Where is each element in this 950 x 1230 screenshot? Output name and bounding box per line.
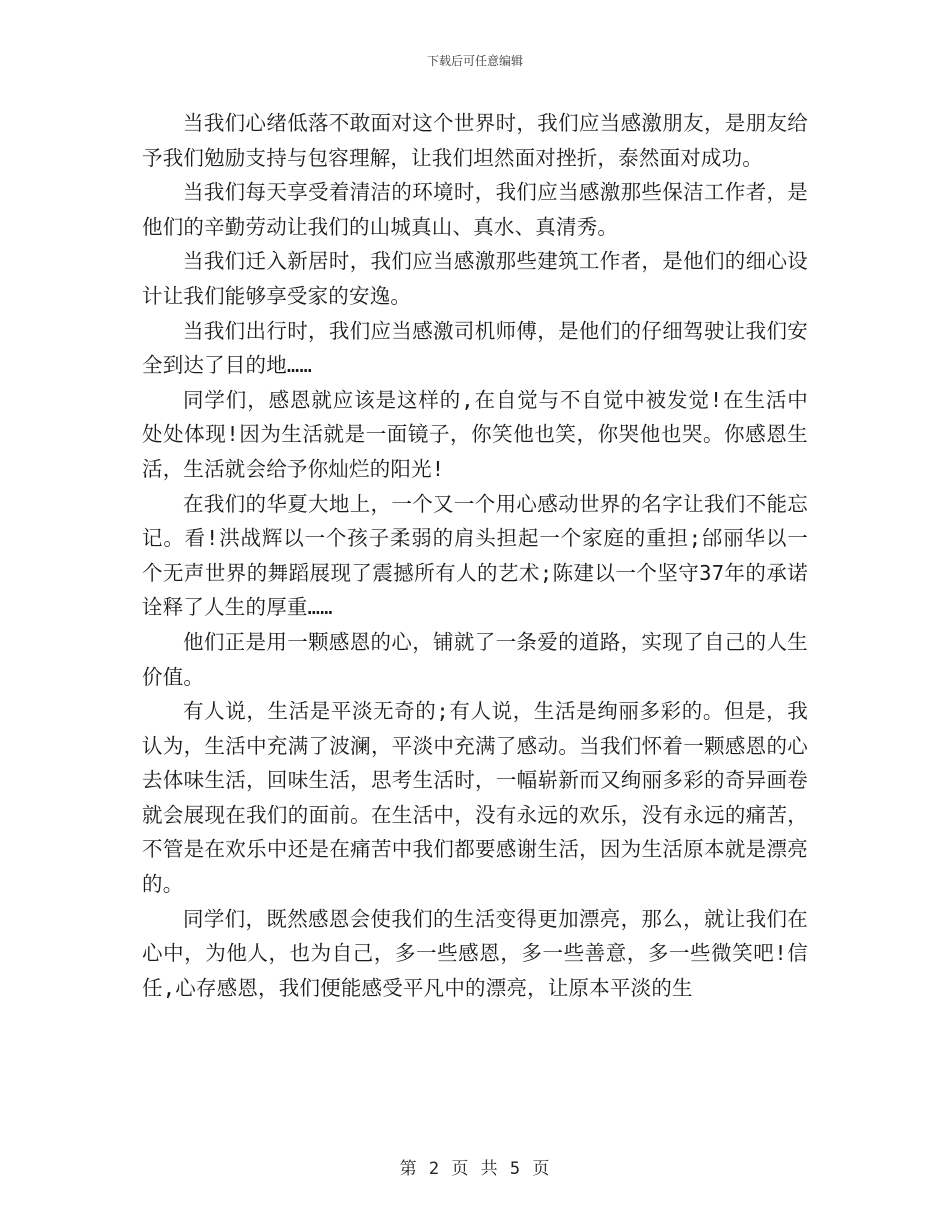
paragraph-4: 当我们出行时，我们应当感激司机师傅，是他们的仔细驾驶让我们安全到达了目的地…… [142,318,808,378]
paragraph-1: 当我们心绪低落不敢面对这个世界时，我们应当感激朋友，是朋友给予我们勉励支持与包容理解，让我们坦然面对挫折，泰然面对成功。 [142,111,808,170]
paragraph-3: 当我们迁入新居时，我们应当感激那些建筑工作者，是他们的细心设计让我们能够享受家的安逸。 [142,249,808,308]
header-note: 下载后可任意编辑 [426,54,523,68]
paragraph-5: 同学们，感恩就应该是这样的,在自觉与不自觉中被发觉!在生活中处处体现!因为生活就是一面镜子，你笑他也笑，你哭他也哭。你感恩生活，生活就会给予你灿烂的阳光! [142,387,808,481]
paragraph-7: 他们正是用一颗感恩的心，铺就了一条爱的道路，实现了自己的人生价值。 [142,629,808,689]
paragraph-2: 当我们每天享受着清洁的环境时，我们应当感激那些保洁工作者，是他们的辛勤劳动让我们的山城真山、真水、真清秀。 [142,180,808,239]
paragraph-6: 在我们的华夏大地上，一个又一个用心感动世界的名字让我们不能忘记。看!洪战辉以一个孩子柔弱的肩头担起一个家庭的重担;邰丽华以一个无声世界的舞蹈展现了震撼所有人的艺术;陈建以一个坚守37年的承诺诠释了人生的厚重…… [142,491,808,620]
paragraph-9: 同学们，既然感恩会使我们的生活变得更加漂亮，那么，就让我们在心中，为他人，也为自己，多一些感恩，多一些善意，多一些微笑吧!信任,心存感恩，我们便能感受平凡中的漂亮，让原本平淡的生 [142,906,808,1000]
page-number-footer: 第 2 页 共 5 页 [399,1159,551,1179]
body-text [142,106,808,1005]
paragraph-8: 有人说，生活是平淡无奇的;有人说，生活是绚丽多彩的。但是，我认为，生活中充满了波澜，平淡中充满了感动。当我们怀着一颗感恩的心去体味生活，回味生活，思考生活时，一幅崭新而又绚丽多彩的奇异画卷就会展现在我们的面前。在生活中，没有永远的欢乐，没有永远的痛苦，不管是在欢乐中还是在痛苦中我们都要感谢生活，因为生活原本就是漂亮的。 [142,699,808,897]
